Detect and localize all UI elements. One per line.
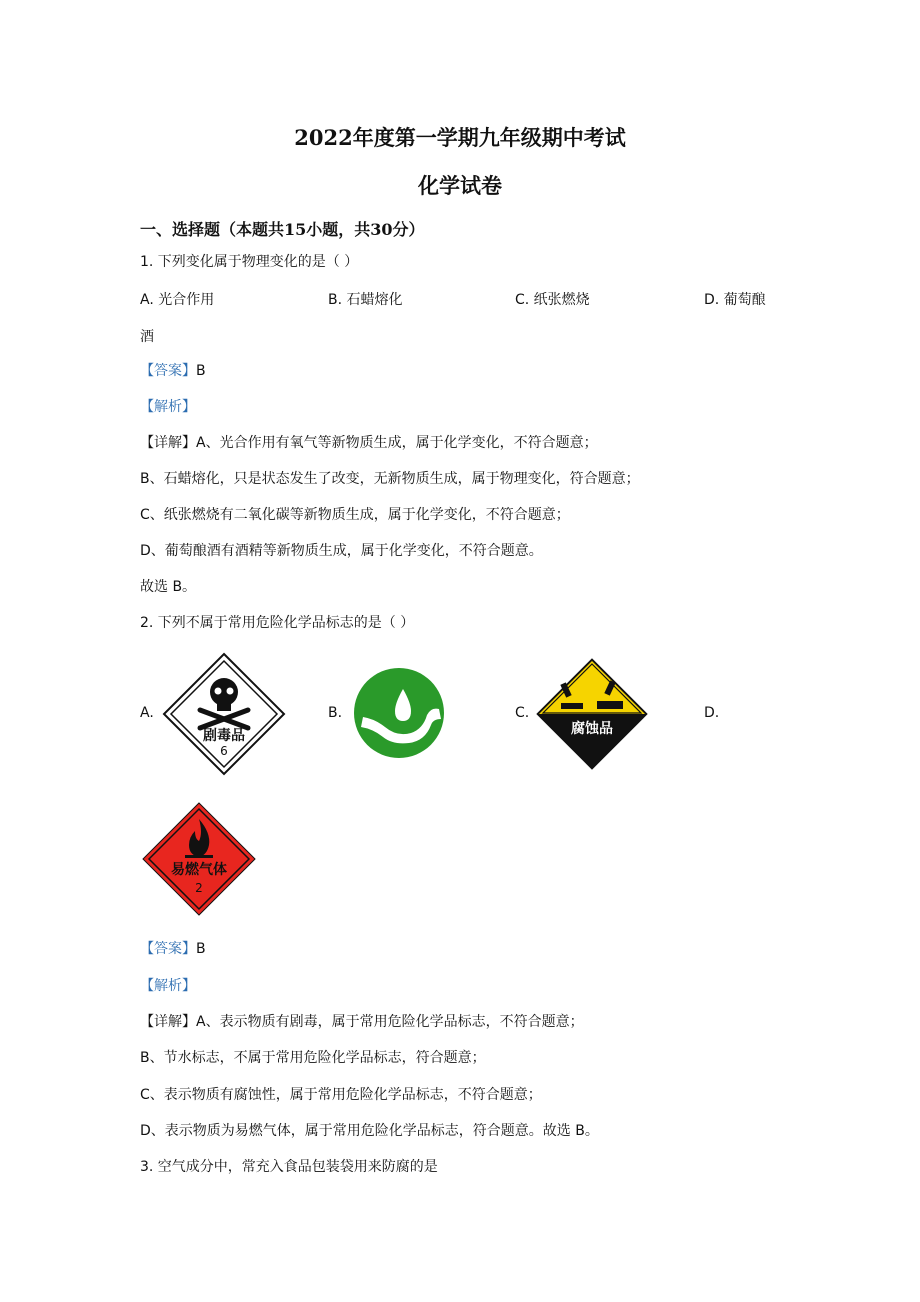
q1-option-b: B. 石蜡熔化: [328, 292, 403, 308]
exam-subtitle: 化学试卷: [418, 173, 502, 198]
q1-answer: [140, 362, 206, 380]
q2-option-b-letter: B.: [328, 705, 343, 721]
toxic-sign-label: 剧毒品: [203, 728, 245, 744]
q1-stem: 1. 下列变化属于物理变化的是（ ）: [140, 254, 359, 270]
q1-analysis-label: 【解析】: [140, 399, 196, 415]
answer-label: 【答案】: [140, 941, 196, 957]
corrosive-sign-label: 腐蚀品: [571, 721, 613, 737]
q1-detail-line-2: B、石蜡熔化，只是状态发生了改变，无新物质生成，属于物理变化，符合题意；: [140, 471, 640, 487]
q2-detail-line-3: C、表示物质有腐蚀性，属于常用危险化学品标志，不符合题意；: [140, 1087, 542, 1103]
q2-detail-line-2: B、节水标志，不属于常用危险化学品标志，符合题意；: [140, 1050, 486, 1066]
q1-conclusion: 故选 B。: [140, 579, 197, 595]
q2-detail-line-1: [140, 1013, 584, 1031]
answer-value: B: [196, 363, 206, 379]
flammable-sign-number: 2: [195, 881, 203, 895]
answer-label: 【答案】: [140, 363, 196, 379]
detail-text: A、光合作用有氧气等新物质生成，属于化学变化，不符合题意；: [196, 435, 598, 451]
q1-option-d-wrap: 酒: [140, 329, 154, 345]
q1-option-a: A. 光合作用: [140, 292, 215, 308]
q2-option-a-letter: A.: [140, 705, 154, 721]
q1-detail-line-1: [140, 434, 598, 452]
q2-answer: [140, 940, 206, 958]
detail-label: 【详解】: [140, 1014, 196, 1030]
flammable-sign-label: 易燃气体: [171, 862, 227, 878]
q1-detail-line-3: C、纸张燃烧有二氧化碳等新物质生成，属于化学变化，不符合题意；: [140, 507, 570, 523]
q1-option-c: C. 纸张燃烧: [515, 292, 590, 308]
corrosive-hazard-sign: [535, 657, 649, 771]
water-saving-sign: [353, 667, 445, 759]
q2-option-c-letter: C.: [515, 705, 530, 721]
q2-option-d-letter: D.: [704, 705, 720, 721]
detail-label: 【详解】: [140, 435, 196, 451]
exam-title: 2022年度第一学期九年级期中考试: [294, 125, 626, 150]
toxic-sign-number: 6: [220, 744, 228, 758]
toxic-hazard-sign: [162, 652, 286, 776]
q2-stem: 2. 下列不属于常用危险化学品标志的是（ ）: [140, 615, 415, 631]
q2-detail-line-4: D、表示物质为易燃气体，属于常用危险化学品标志，符合题意。故选 B。: [140, 1123, 599, 1139]
q3-stem: 3. 空气成分中，常充入食品包装袋用来防腐的是: [140, 1159, 438, 1175]
q1-option-d: D. 葡萄酿: [704, 292, 766, 308]
answer-value: B: [196, 941, 206, 957]
q1-detail-line-4: D、葡萄酿酒有酒精等新物质生成，属于化学变化，不符合题意。: [140, 543, 543, 559]
section-heading: 一、选择题（本题共15小题，共30分）: [140, 220, 425, 239]
flammable-gas-sign: [141, 801, 257, 917]
q2-analysis-label: 【解析】: [140, 978, 196, 994]
detail-text: A、表示物质有剧毒，属于常用危险化学品标志，不符合题意；: [196, 1014, 584, 1030]
